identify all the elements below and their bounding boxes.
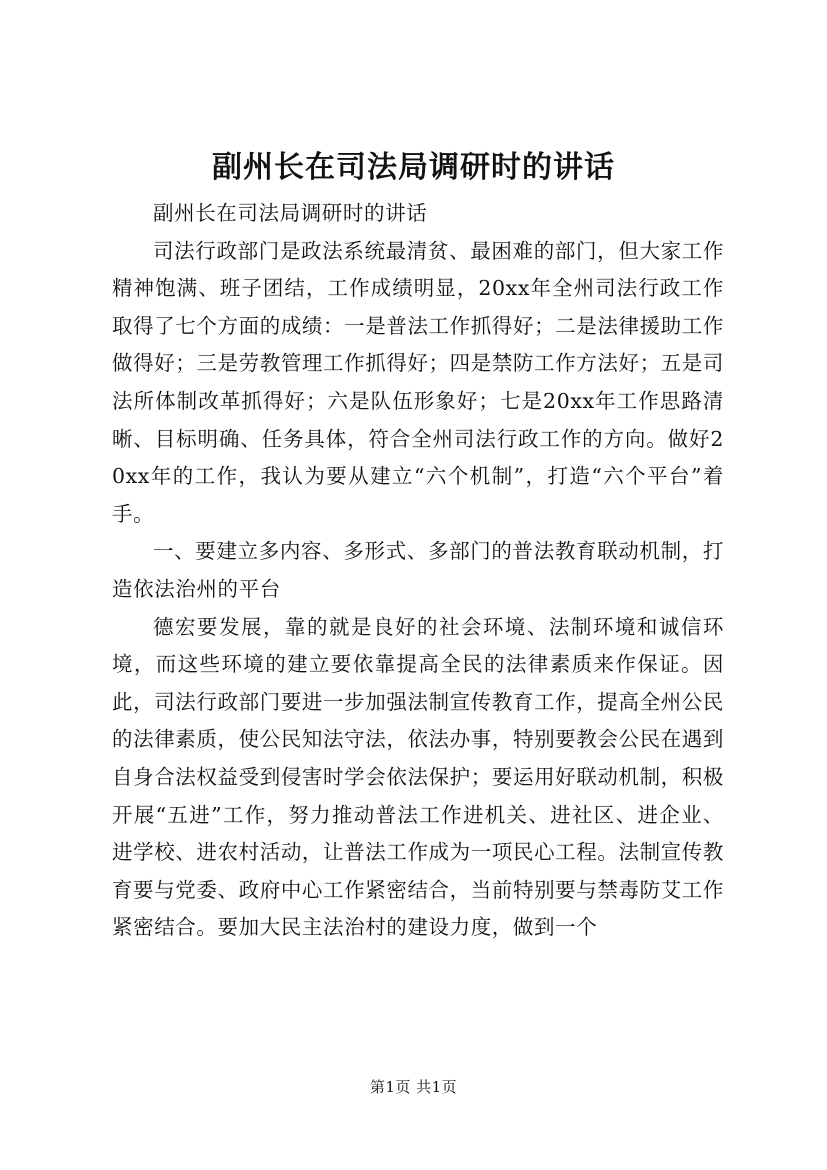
paragraph-section-body: 德宏要发展，靠的就是良好的社会环境、法制环境和诚信环境，而这些环境的建立要依靠提高全民的法律素质来作保证。因此，司法行政部门要进一步加强法制宣传教育工作，提高全州公民的法律素质，使公民知法守法，依法办事，特别要教会公民在遇到自身合法权益受到侵害时学会依法保护；要运用好联动机制，积极开展“五进”工作，努力推动普法工作进机关、进社区、进企业、进学校、进农村活动，让普法工作成为一项民心工程。法制宣传教育要与党委、政府中心工作紧密结合，当前特别要与禁毒防艾工作紧密结合。要加大民主法治村的建设力度，做到一个 [112, 614, 724, 940]
document-title: 副州长在司法局调研时的讲话 [212, 150, 615, 185]
paragraph-section-heading: 一、要建立多内容、多形式、多部门的普法教育联动机制，打造依法治州的平台 [112, 539, 724, 601]
page-footer: 第1页 共1页 [369, 1078, 458, 1096]
document-body [112, 195, 724, 947]
paragraph-subtitle: 副州长在司法局调研时的讲话 [153, 201, 428, 225]
paragraph-intro: 司法行政部门是政法系统最清贫、最困难的部门，但大家工作精神饱满、班子团结，工作成绩明显，20xx年全州司法行政工作取得了七个方面的成绩：一是普法工作抓得好；二是法律援助工作做得好；三是劳教管理工作抓得好；四是禁防工作方法好；五是司法所体制改革抓得好；六是队伍形象好；七是20xx年工作思路清晰、目标明确、任务具体，符合全州司法行政工作的方向。做好20xx年的工作，我认为要从建立“六个机制”，打造“六个平台”着手。 [112, 238, 724, 526]
